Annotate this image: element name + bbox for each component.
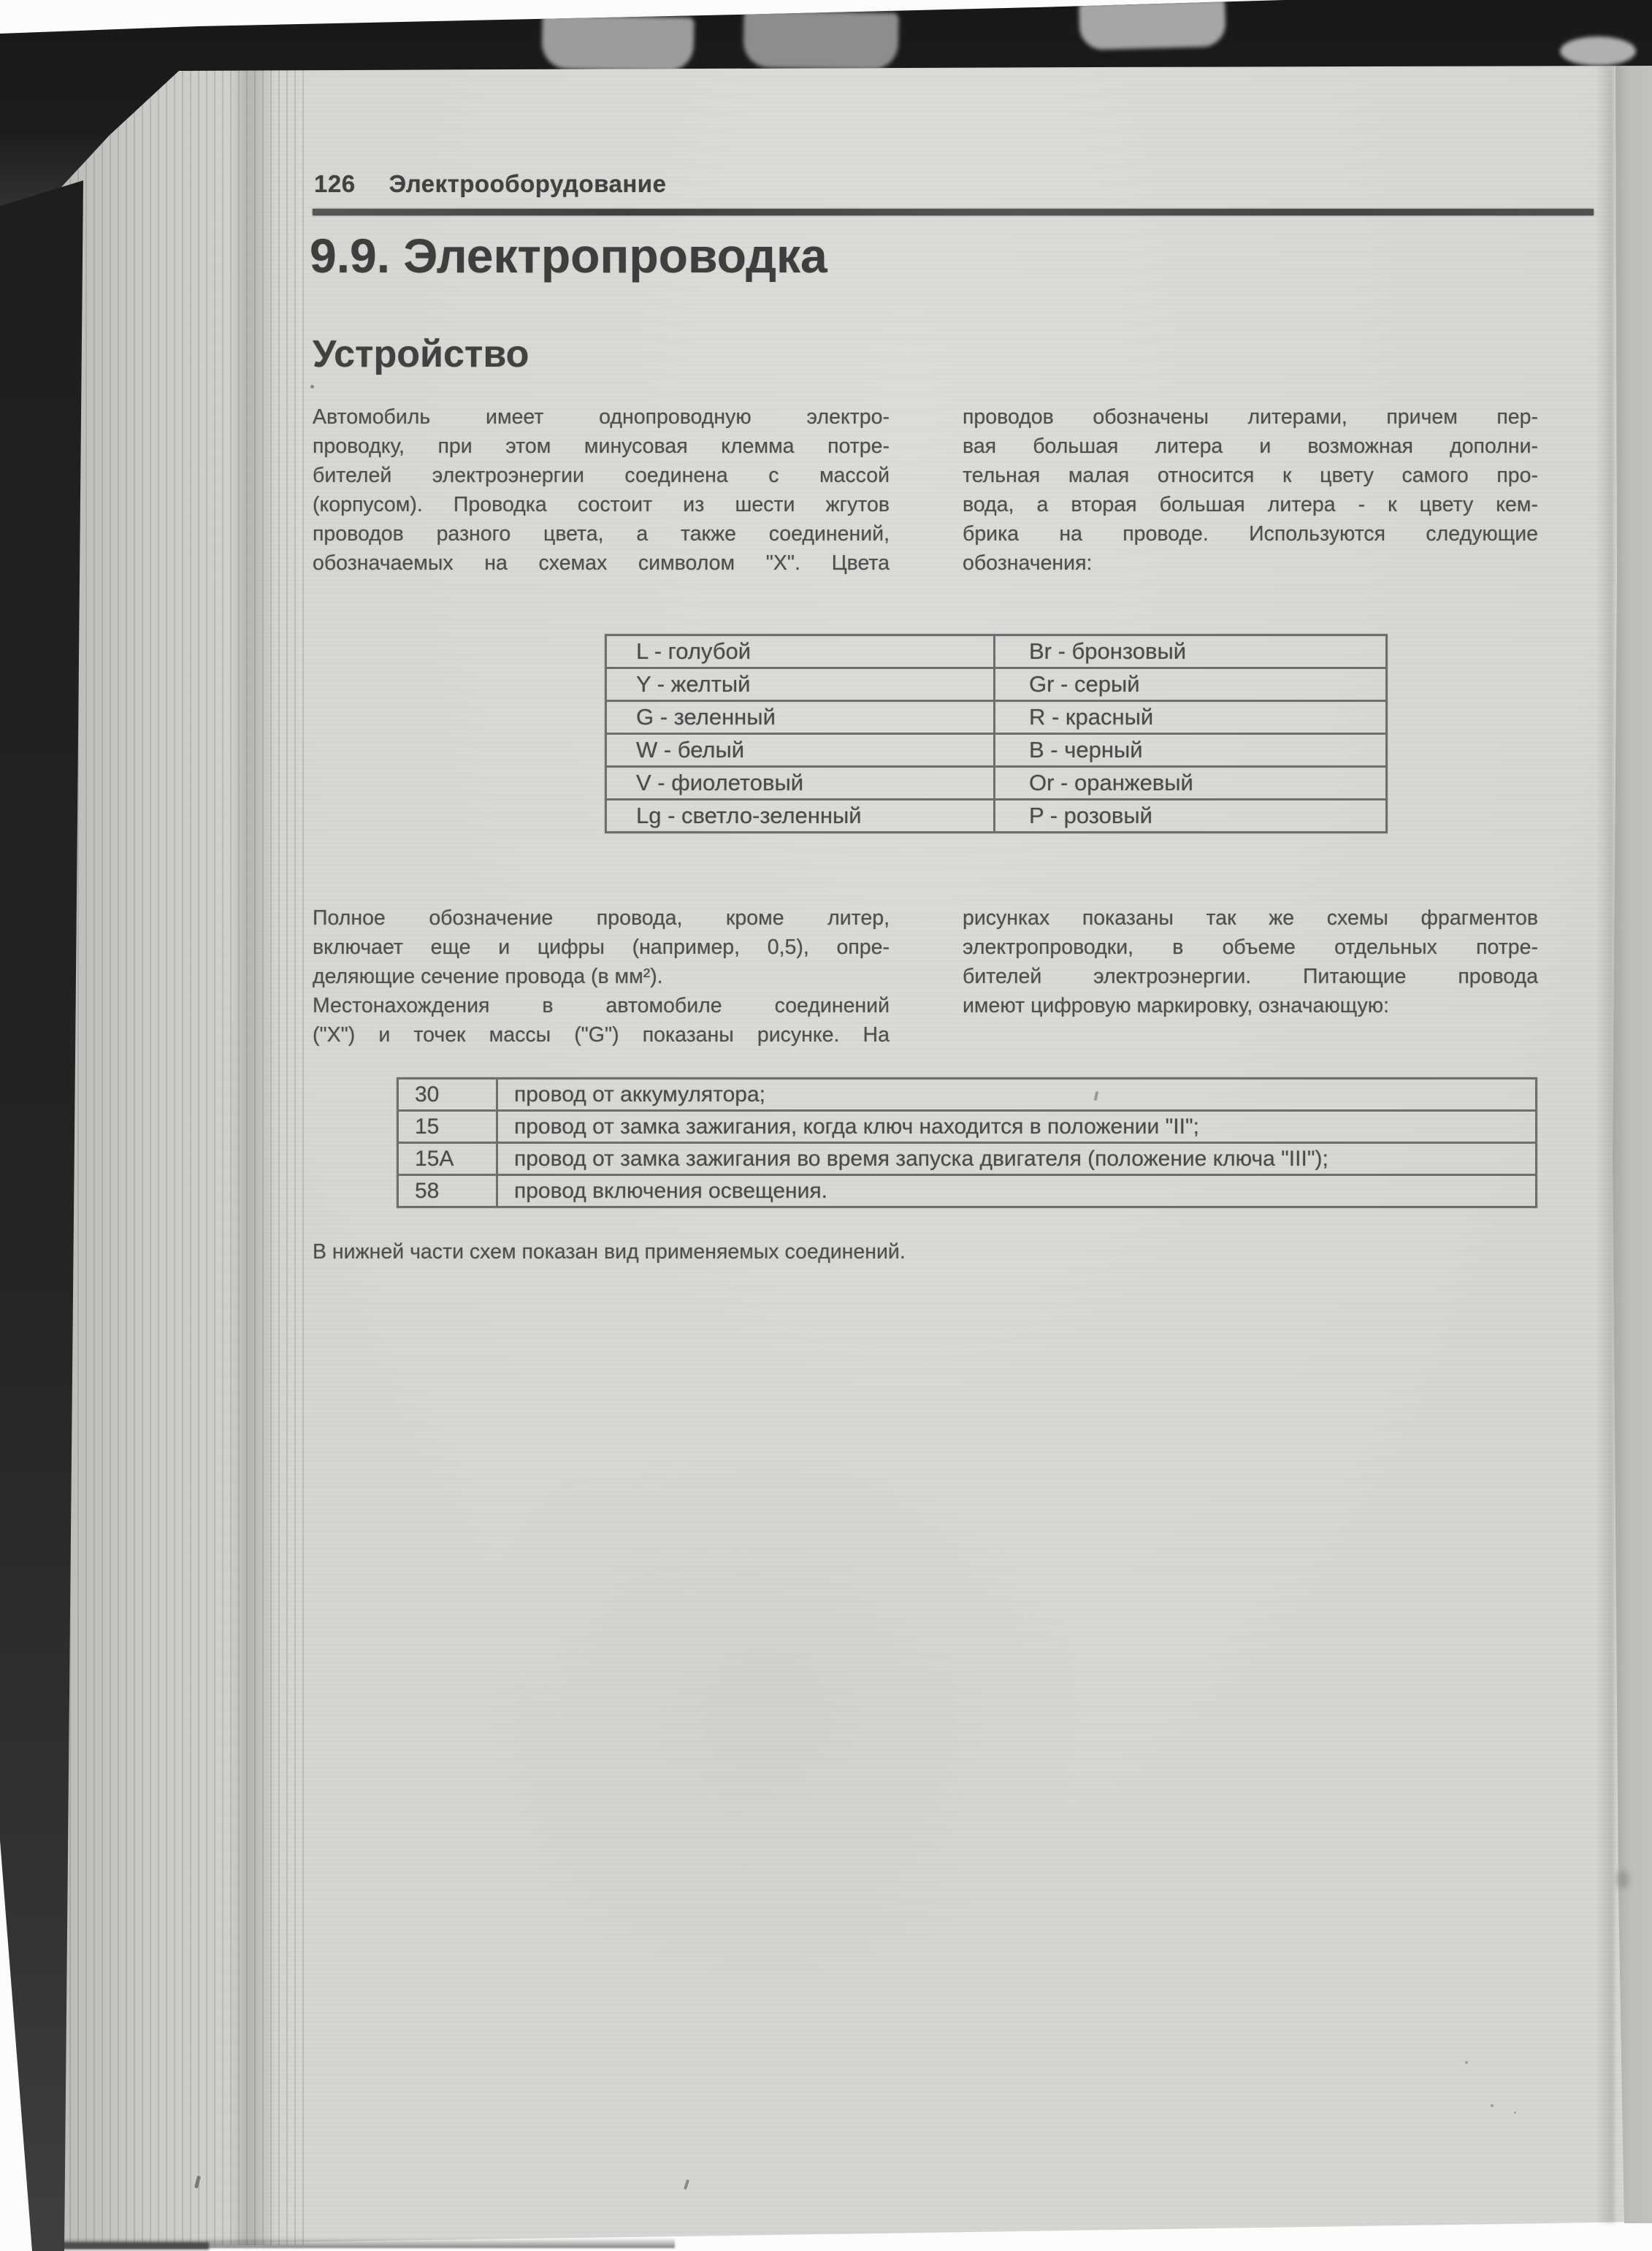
text-line: включает еще и цифры (например, 0,5), опре- [313, 936, 890, 959]
table-cell: Br - бронзовый [1029, 638, 1187, 664]
text-line: имеют цифровую маркировку, означающую: [963, 994, 1390, 1017]
wire-number-cell: 15А [399, 1144, 498, 1174]
chapter-title: Электрооборудование [389, 170, 667, 197]
text-line: ("X") и точек массы ("G") показаны рисунке. На [313, 1023, 890, 1047]
text-line: бителей электроэнергии соединена с массой [313, 464, 890, 487]
text-line: Полное обозначение провода, кроме литер, [313, 906, 890, 930]
wire-number-cell: 58 [399, 1176, 498, 1206]
text-line: брика на проводе. Используются следующие [963, 522, 1538, 546]
finger-shadow [743, 10, 898, 70]
dust-speck [1465, 2061, 1468, 2064]
table-row [607, 667, 1385, 700]
wire-code-table [397, 1077, 1537, 1208]
text-line: вода, а вторая большая литера - к цвету кем- [963, 493, 1538, 516]
text-line: деляющие сечение провода (в мм²). [313, 965, 663, 988]
table-cell: B - черный [1029, 737, 1143, 763]
table-row [607, 700, 1385, 733]
body-column-left [313, 402, 890, 578]
table-cell: Or - оранжевый [1029, 770, 1193, 795]
body-column-left-2 [313, 903, 890, 1050]
wire-description-cell: провод от аккумулятора; [514, 1082, 765, 1107]
closing-note: В нижней части схем показан вид применяемых соединений. [313, 1240, 906, 1264]
text-line: рисунках показаны так же схемы фрагментов [963, 906, 1538, 930]
wire-description-cell: провод от замка зажигания во время запуска двигателя (положение ключа "III"); [514, 1147, 1328, 1171]
table-row [607, 636, 1385, 667]
stacked-page-edges [61, 63, 310, 2245]
text-line: проводов разного цвета, а также соединений, [313, 522, 890, 546]
text-line: тельная малая относится к цвету самого про- [963, 464, 1538, 487]
dust-speck [310, 385, 314, 389]
text-line: вая большая литера и возможная дополни- [963, 435, 1538, 458]
wire-number-cell: 30 [399, 1079, 498, 1109]
text-line: обозначаемых на схемах символом "X". Цвета [313, 551, 890, 575]
wire-number-cell: 15 [399, 1112, 498, 1142]
table-cell: Y - желтый [607, 669, 995, 700]
table-row [607, 733, 1385, 765]
table-row [607, 798, 1385, 831]
header-rule [313, 209, 1594, 215]
dust-speck [1514, 2111, 1516, 2114]
table-cell: V - фиолетовый [607, 768, 995, 798]
page-number: 126 [314, 170, 356, 197]
section-number-title: 9.9. Электропроводка [310, 229, 827, 283]
text-line: проводов обозначены литерами, причем пер- [963, 405, 1538, 429]
body-column-right [963, 402, 1538, 578]
table-cell: L - голубой [607, 636, 995, 667]
wire-description-cell: провод от замка зажигания, когда ключ находится в положении "II"; [514, 1115, 1199, 1139]
table-cell: P - розовый [1029, 803, 1152, 828]
right-page-edge-shadow [1596, 63, 1614, 2223]
table-row [399, 1174, 1535, 1206]
finger-shadow [541, 15, 695, 72]
table-row [607, 765, 1385, 798]
print-show-through [438, 1388, 1095, 2045]
wire-description-cell: провод включения освещения. [514, 1179, 827, 1203]
body-column-right-2 [963, 903, 1538, 1020]
finger-shadow [1079, 0, 1226, 50]
table-cell: G - зеленный [607, 702, 995, 733]
text-line: проводку, при этом минусовая клемма потре- [313, 435, 890, 458]
text-line: Автомобиль имеет однопроводную электро- [313, 405, 890, 429]
table-cell: R - красный [1029, 704, 1154, 730]
running-header [314, 170, 666, 198]
dust-speck [1491, 2104, 1494, 2107]
page-edge-smudge [1617, 1870, 1629, 1889]
finger-shadow [1560, 37, 1636, 66]
text-line: обозначения: [963, 551, 1093, 575]
text-line: электропроводки, в объеме отдельных потре- [963, 936, 1538, 959]
text-line: Местонахождения в автомобиле соединений [313, 994, 890, 1017]
subsection-heading: Устройство [313, 333, 529, 375]
table-cell: W - белый [607, 735, 995, 765]
table-row [399, 1142, 1535, 1174]
table-row [399, 1079, 1535, 1109]
color-code-table [605, 634, 1388, 833]
table-cell: Lg - светло-зеленный [607, 800, 995, 831]
text-line: бителей электроэнергии. Питающие провода [963, 965, 1538, 988]
bottom-page-edge-line [63, 2242, 209, 2250]
text-line: (корпусом). Проводка состоит из шести жгутов [313, 493, 890, 516]
table-cell: Gr - серый [1029, 671, 1140, 697]
table-row [399, 1109, 1535, 1142]
